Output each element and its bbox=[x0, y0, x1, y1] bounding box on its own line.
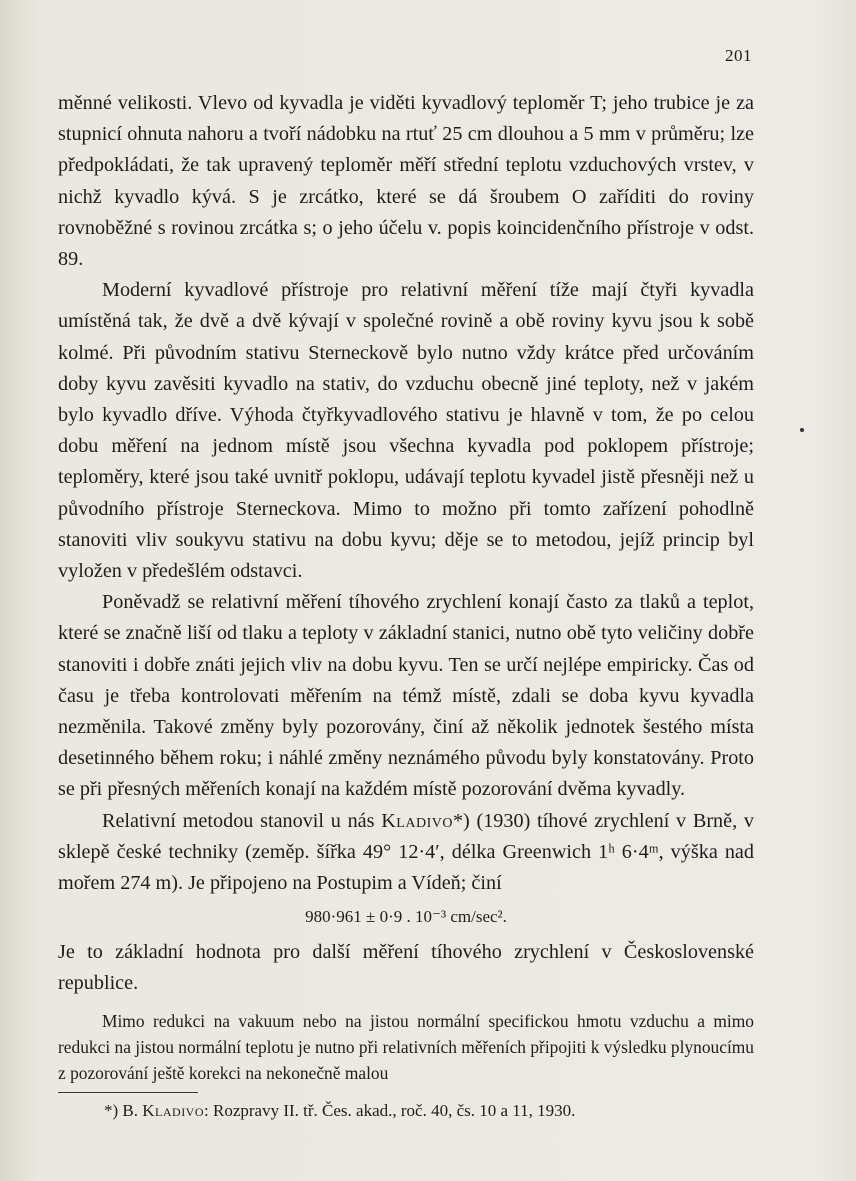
paragraph-kladivo bbox=[58, 806, 754, 900]
footnote-author: Kladivo bbox=[142, 1100, 205, 1120]
paragraph-conclusion: Je to základní hodnota pro další měření tíhového zrychlení v Československé republice. bbox=[58, 941, 754, 995]
footnote bbox=[58, 1099, 754, 1123]
paragraph-pressure-temperature: Poněvadž se relativní měření tíhového zrychlení konají často za tlaků a teplot, které se značně liší od tlaku a teploty v základní stanici, nutno obě tyto veličiny dobře stanoviti i dobře znáti jejich vliv na dobu kyvu. Ten se určí nejlépe empiricky. Čas od času je třeba kontrolovati měřením na témž místě, zdali se doba kyvu kyvadla nezměnila. Takové změny byly pozorovány, činí až několik jednotek šestého místa desetinného během roku; i náhlé změny neznámého původu byly konstatovány. Proto se při přesných měřeních konají na každém místě pozorování dvěma kyvadly. bbox=[58, 591, 754, 801]
gravity-formula: 980·961 ± 0·9 . 10⁻³ cm/sec². bbox=[305, 907, 507, 927]
kladivo-name: Kladivo bbox=[381, 809, 453, 832]
page-body bbox=[58, 88, 754, 1123]
ink-speck bbox=[800, 428, 804, 432]
footnote-text: : Rozpravy II. tř. Čes. akad., roč. 40, čs. 10 a 11, 1930. bbox=[204, 1100, 576, 1120]
small-print-section bbox=[58, 1008, 754, 1086]
paragraph-continuation: měnné velikosti. Vlevo od kyvadla je viděti kyvadlový teploměr T; jeho trubice je za stupnicí ohnuta nahoru a tvoří nádobku na rtuť 25 cm dlouhou a 5 mm v průměru; lze předpokládati, že tak upravený teploměr měří střední teplotu vzduchových vrstev, v nichž kyvadlo kývá. S je zrcátko, které se dá šroubem O zaříditi do roviny rovnoběžné s rovinou zrcátka s; o jeho účelu v. popis koincidenčního přístroje v odst. 89. bbox=[58, 92, 754, 271]
footnote-rule bbox=[58, 1092, 198, 1093]
kladivo-after: *) (1930) tíhové zrychlení v Brně, v sklepě české techniky (zeměp. šířka 49° 12·4′, délka Greenwich 1ʰ 6·4ᵐ, výška nad mořem 274 m). Je připojeno na Postupim a Vídeň; činí bbox=[58, 809, 754, 895]
paragraph-small-print: Mimo redukci na vakuum nebo na jistou normální specifickou hmotu vzduchu a mimo redukci na jistou normální teplotu je nutno při relativních měřeních připojiti k výsledku plynoucímu z pozorování ještě korekci na nekonečně malou bbox=[58, 1010, 754, 1083]
kladivo-before: Relativní metodou stanovil u nás bbox=[102, 809, 382, 832]
page-number: 201 bbox=[725, 46, 752, 65]
footnote-marker: *) B. bbox=[104, 1100, 143, 1120]
paragraph-modern-pendulums: Moderní kyvadlové přístroje pro relativní měření tíže mají čtyři kyvadla umístěná tak, že dvě a dvě kývají v společné rovině a obě roviny kyvu jsou k sobě kolmé. Při původním stativu Sterneckově bylo nutno vždy krátce před určováním doby kyvu zavěsiti kyvadlo na stativ, do vzduchu obecně jiné teploty, než v jakém bylo kyvadlo dříve. Výhoda čtyřkyvadlového stativu je hlavně v tom, že po celou dobu měření na jednom místě jsou všechna kyvadla pod poklopem přístroje; teploměry, které jsou také uvnitř poklopu, udávají teplotu kyvadel jistě přesněji než u původního přístroje Sterneckova. Mimo to možno při tomto zařízení pohodlně stanoviti vliv soukyvu stativu na dobu kyvu; děje se to metodou, jejíž princip byl vyložen v předešlém odstavci. bbox=[58, 279, 754, 583]
